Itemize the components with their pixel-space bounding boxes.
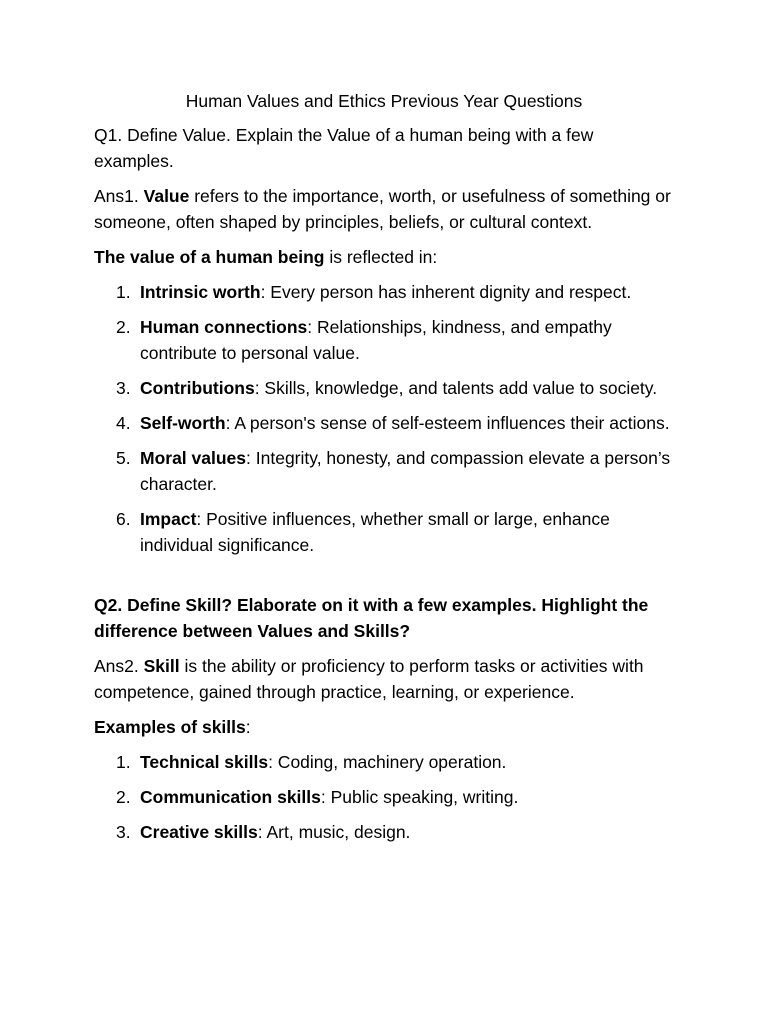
list-text: : Skills, knowledge, and talents add value to society. [254,378,658,398]
q1-answer [94,183,674,235]
list-term: Contributions [140,378,255,398]
q1-intro [94,244,674,270]
list-item [94,819,674,845]
q1-question: Q1. Define Value. Explain the Value of a human being with a few examples. [94,125,594,171]
page-title: Human Values and Ethics Previous Year Questions [185,91,583,111]
list-text: : Integrity, honesty, and compassion elevate a person’s character. [140,448,671,494]
list-item [94,375,674,401]
list-term: Technical skills [140,752,269,772]
list-number: 2. [116,317,131,337]
q2-examples-bold: Examples of skills [94,717,246,737]
list-item [94,749,674,775]
q2-answer [94,653,674,705]
list-term: Human connections [140,317,308,337]
q2-examples-heading [94,714,674,740]
list-number: 4. [116,413,131,433]
section-spacer [94,567,674,592]
list-text: : Public speaking, writing. [320,787,519,807]
q1-answer-text: refers to the importance, worth, or usefulness of something or someone, often shaped by principles, beliefs, or cultural context. [94,186,671,232]
list-text: : Coding, machinery operation. [268,752,507,772]
list-number: 1. [116,752,131,772]
q2-examples-text: : [245,717,251,737]
list-item [94,314,674,366]
q2-answer-term: Skill [143,656,180,676]
q2-answer-prefix: Ans2. [94,656,144,676]
list-term: Impact [140,509,197,529]
list-term: Self-worth [140,413,226,433]
list-item [94,410,674,436]
q1-intro-text: is reflected in: [324,247,438,267]
q1-intro-bold: The value of a human being [94,247,325,267]
q2-list [94,749,674,845]
q2-question: Q2. Define Skill? Elaborate on it with a few examples. Highlight the difference between Values and Skills? [94,595,649,641]
list-item [94,445,674,497]
list-item [94,784,674,810]
list-item [94,506,674,558]
list-text: : Positive influences, whether small or large, enhance individual significance. [140,509,610,555]
list-number: 1. [116,282,131,302]
list-number: 5. [116,448,131,468]
list-number: 6. [116,509,131,529]
list-term: Intrinsic worth [140,282,261,302]
list-item [94,279,674,305]
list-number: 3. [116,822,131,842]
list-text: : Every person has inherent dignity and respect. [260,282,632,302]
list-text: : Art, music, design. [257,822,411,842]
list-text: : Relationships, kindness, and empathy contribute to personal value. [140,317,612,363]
list-term: Communication skills [140,787,321,807]
list-term: Moral values [140,448,247,468]
q2-answer-text: is the ability or proficiency to perform tasks or activities with competence, gained through practice, learning, or experience. [94,656,644,702]
list-term: Creative skills [140,822,258,842]
list-number: 2. [116,787,131,807]
list-text: : A person's sense of self-esteem influences their actions. [225,413,670,433]
q1-list [94,279,674,558]
q1-answer-term: Value [143,186,190,206]
list-number: 3. [116,378,131,398]
q1-answer-prefix: Ans1. [94,186,144,206]
